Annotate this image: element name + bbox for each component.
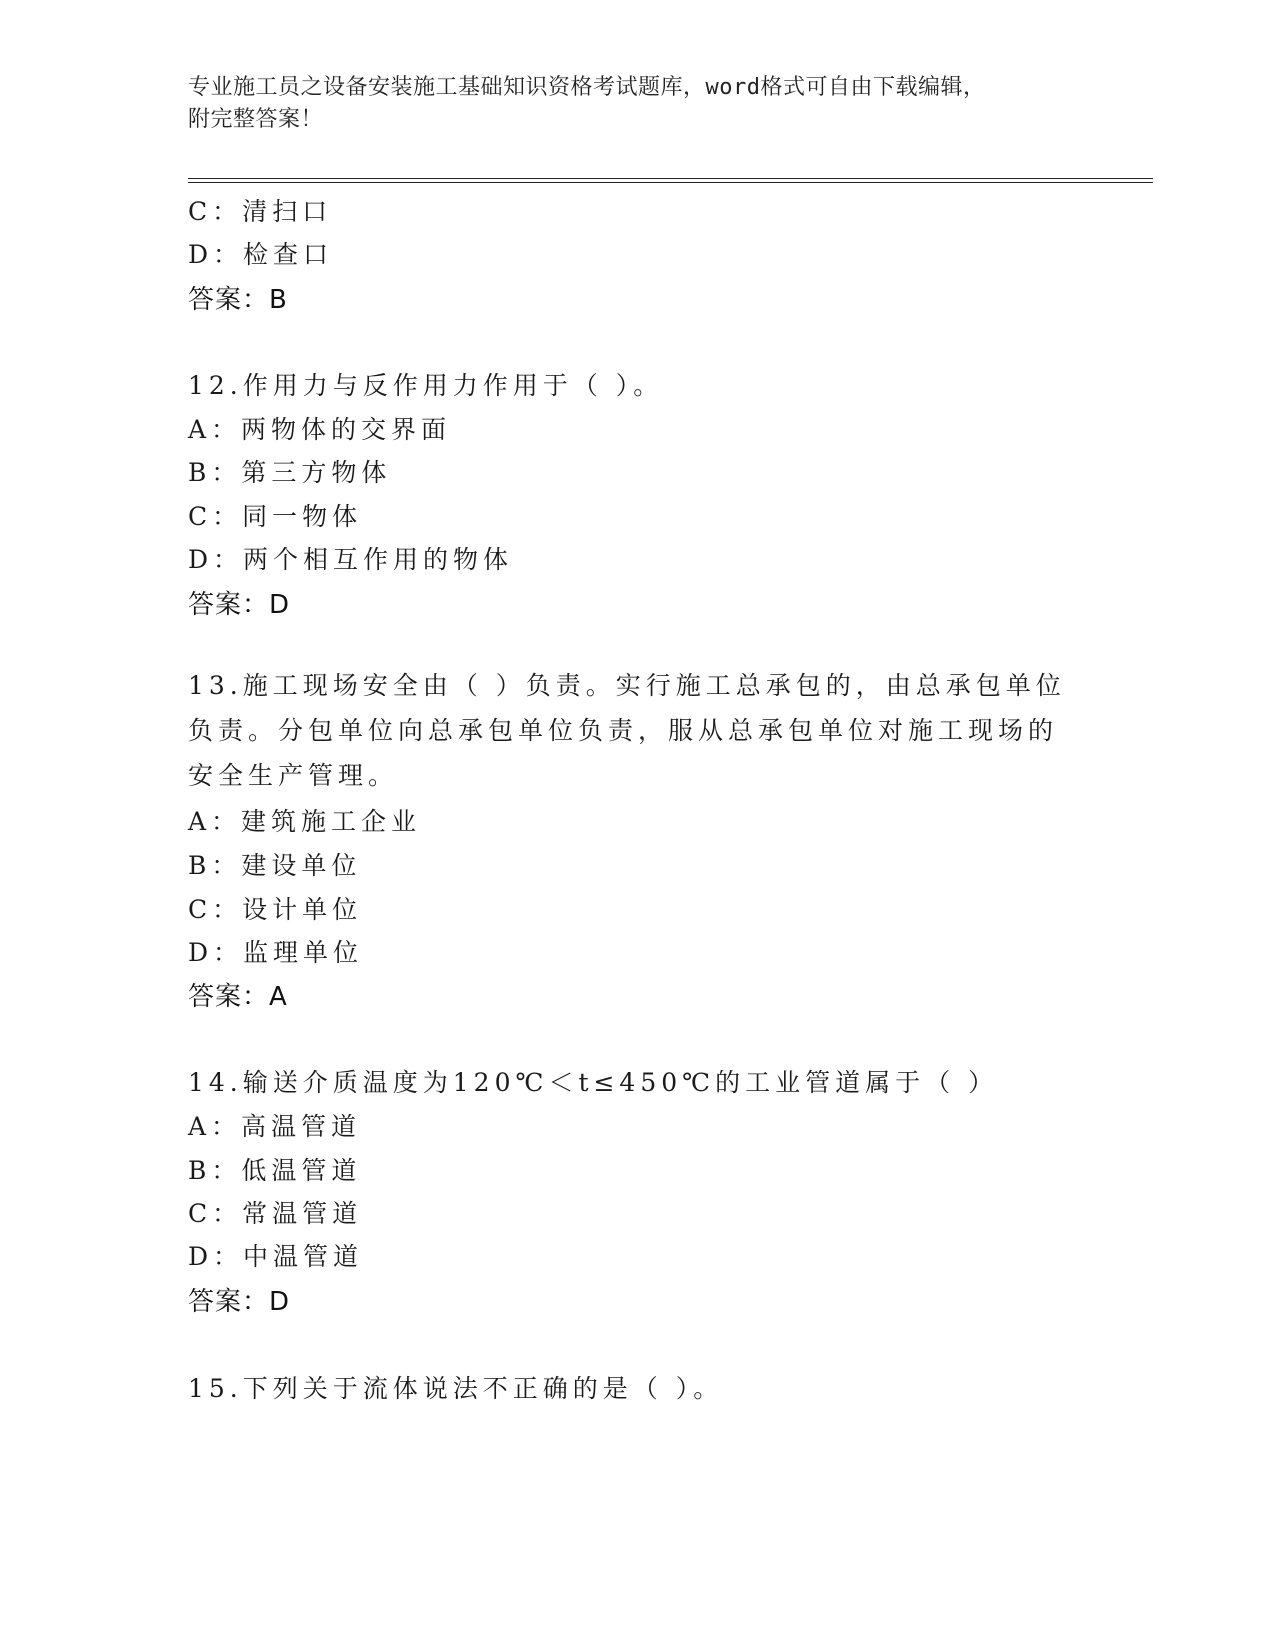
q13-option-a: A：建筑施工企业 [188,807,422,836]
q14-option-c: C：常温管道 [188,1199,363,1228]
header-line-2: 附完整答案！ [188,107,324,132]
document-header [188,72,1068,136]
q11-answer: 答案：B [188,285,288,315]
q12-answer: 答案：D [188,590,291,620]
q14-question: 14.输送介质温度为120℃＜t≤450℃的工业管道属于（ ） [188,1068,999,1097]
q12-question: 12.作用力与反作用力作用于（ ）。 [188,371,664,400]
header-line-1: 专业施工员之设备安装施工基础知识资格考试题库，word格式可自由下载编辑， [188,75,986,100]
q14-option-d: D：中温管道 [188,1242,364,1271]
q13-question: 13.施工现场安全由（ ）负责。实行施工总承包的，由总承包单位负责。分包单位向总承包单位负责，服从总承包单位对施工现场的安全生产管理。 [188,671,1066,790]
header-double-rule [188,178,1153,183]
q13-option-c: C：设计单位 [188,895,363,924]
q12-option-a: A：两物体的交界面 [188,415,452,444]
q12-option-c: C：同一物体 [188,502,363,531]
q14-option-a: A：高温管道 [188,1112,362,1141]
q14-answer: 答案：D [188,1287,291,1317]
q13-answer: 答案：A [188,982,288,1012]
q13-option-d: D：监理单位 [188,938,364,967]
q12-option-d: D：两个相互作用的物体 [188,545,514,574]
q14-option-b: B：低温管道 [188,1156,362,1185]
q12-option-b: B：第三方物体 [188,458,392,487]
q11-option-c: C：清扫口 [188,197,333,226]
q11-option-d: D：检查口 [188,240,334,269]
q15-question: 15.下列关于流体说法不正确的是（ ）。 [188,1374,724,1403]
q13-option-b: B：建设单位 [188,851,362,880]
